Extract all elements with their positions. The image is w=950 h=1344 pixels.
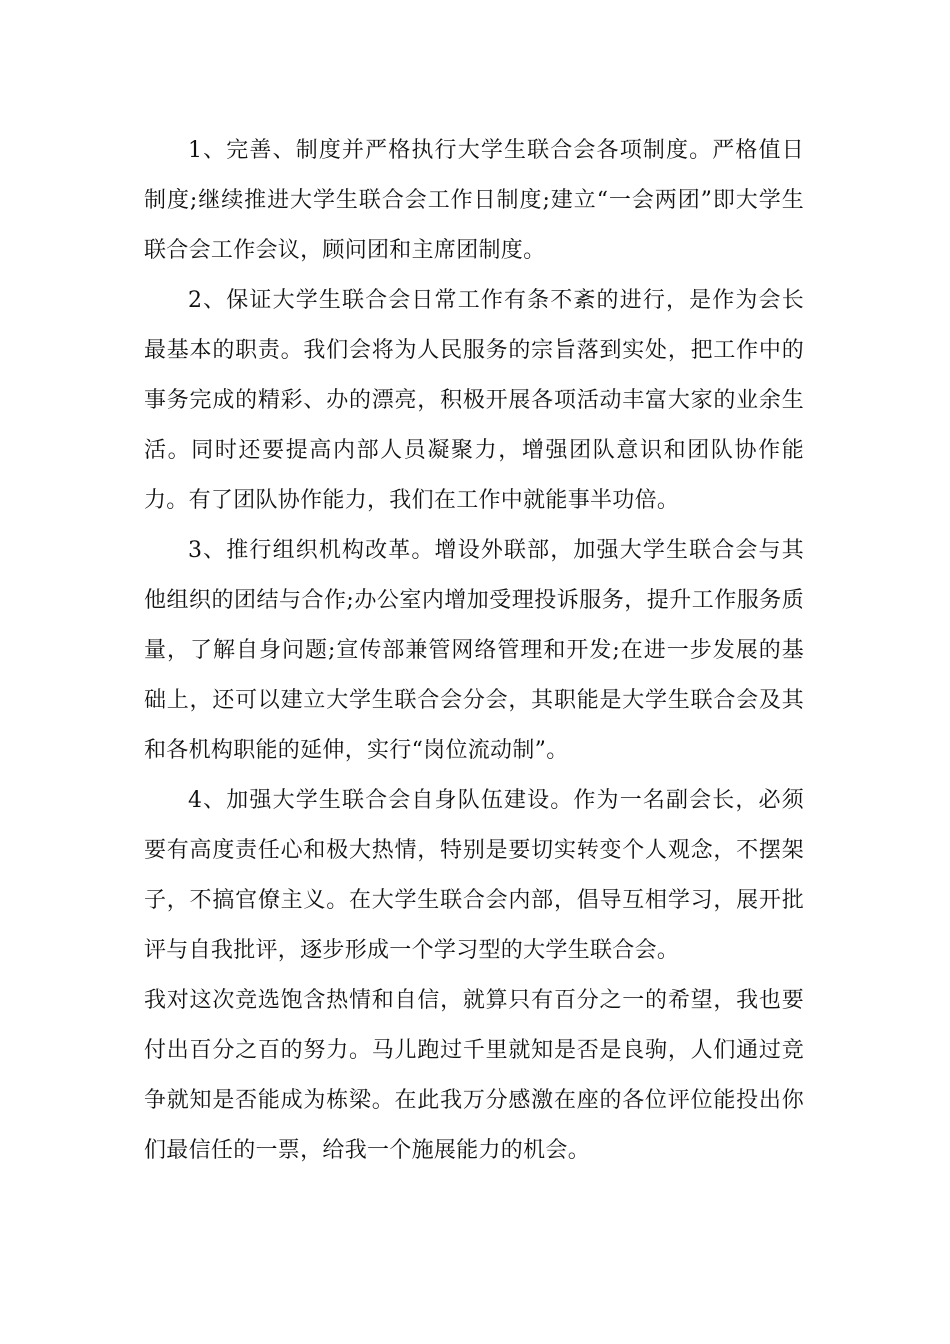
paragraph-item-1: 1、完善、制度并严格执行大学生联合会各项制度。严格值日制度;继续推进大学生联合会工作日制度;建立“一会两团”即大学生联合会工作会议，顾问团和主席团制度。 — [144, 138, 804, 263]
paragraph-item-2: 2、保证大学生联合会日常工作有条不紊的进行，是作为会长最基本的职责。我们会将为人民服务的宗旨落到实处，把工作中的事务完成的精彩、办的漂亮，积极开展各项活动丰富大家的业余生活。同时还要提高内部人员凝聚力，增强团队意识和团队协作能力。有了团队协作能力，我们在工作中就能事半功倍。 — [144, 288, 804, 513]
closing-paragraph: 我对这次竞选饱含热情和自信，就算只有百分之一的希望，我也要付出百分之百的努力。马儿跑过千里就知是否是良驹，人们通过竞争就知是否能成为栋梁。在此我万分感激在座的各位评位能投出你们最信任的一票，给我一个施展能力的机会。 — [144, 988, 804, 1163]
paragraph-item-3: 3、推行组织机构改革。增设外联部，加强大学生联合会与其他组织的团结与合作;办公室内增加受理投诉服务，提升工作服务质量，了解自身问题;宣传部兼管网络管理和开发;在进一步发展的基础上，还可以建立大学生联合会分会，其职能是大学生联合会及其和各机构职能的延伸，实行“岗位流动制”。 — [144, 538, 804, 763]
paragraph-item-4: 4、加强大学生联合会自身队伍建设。作为一名副会长，必须要有高度责任心和极大热情，特别是要切实转变个人观念，不摆架子，不搞官僚主义。在大学生联合会内部，倡导互相学习，展开批评与自我批评，逐步形成一个学习型的大学生联合会。 — [144, 788, 804, 963]
document-body — [144, 126, 804, 1176]
